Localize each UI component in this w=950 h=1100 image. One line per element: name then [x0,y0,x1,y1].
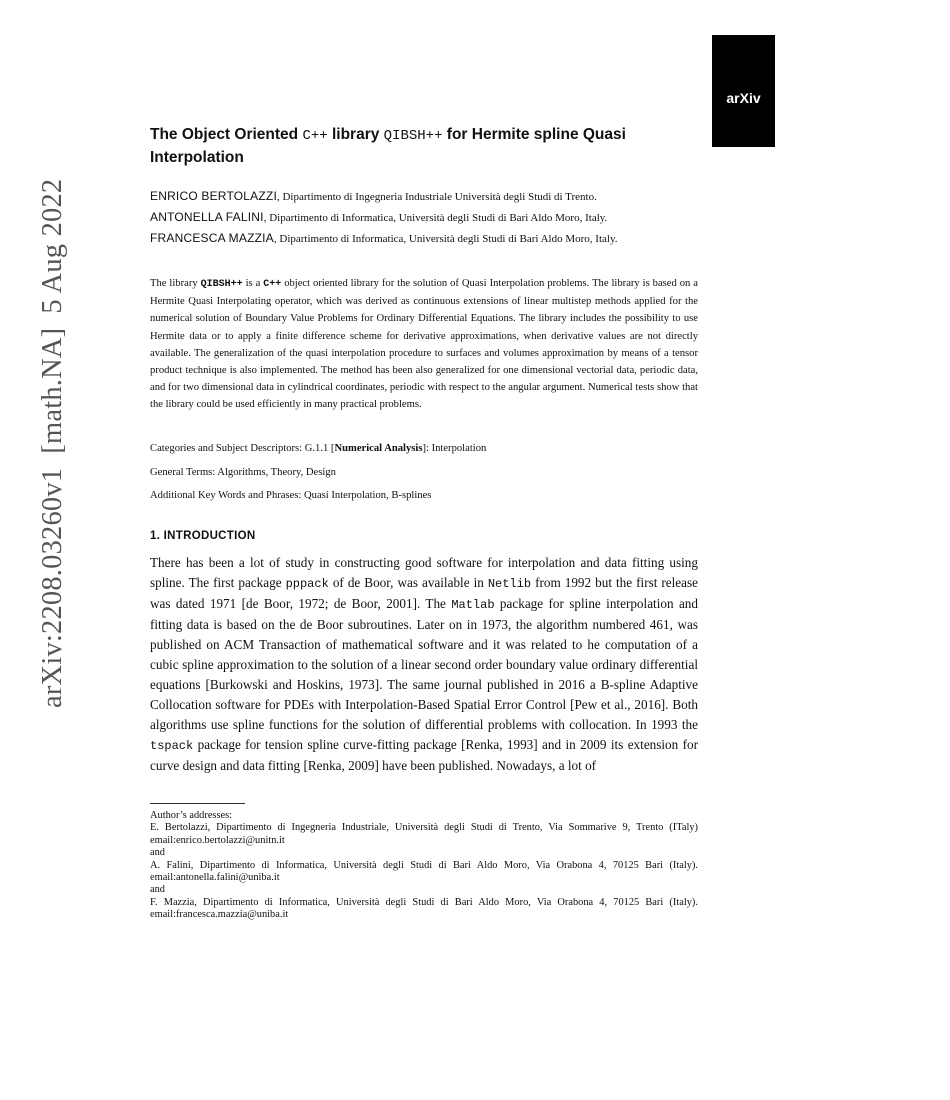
author-list [150,186,710,249]
categories-line [150,443,698,454]
arxiv-date: 5 Aug 2022 [37,178,68,314]
abstract-text: object oriented library for the solution of Quasi Interpolation problems. The library is based on a Hermite Quasi Interpolating operator, which was derived as continuous extensions of linear multistep methods applied for the numerical solution of Boundary Value Problems for Ordinary Differential Equations. The library includes the possibility to use Hermite data or to apply a finite difference scheme for derivative approximations, when derivative values are not directly available. The generalization of the quasi interpolation procedure to surfaces and volumes approximation by means of a tensor product technique is also implemented. The method has been also generalized for one dimensional vectorial data, periodic data, and for two dimensional data in cylindrical coordinates, periodic with respect to the angular argument. Numerical tests show that the library could be used efficiently in many practical problems. [150,278,698,411]
abstract-cpp: C++ [263,279,282,290]
categories-bold: Numerical Analysis [334,443,423,454]
arxiv-badge [712,35,775,147]
general-terms: General Terms: Algorithms, Theory, Design [150,467,336,478]
footnote-address: E. Bertolazzi, Dipartimento di Ingegneria Industriale, Università degli Studi di Trento, Via Sommarive 9, Trento (ITaly) email:enrico.bertolazzi@unitn.it [150,822,698,846]
title-part: for Hermite spline Quasi Interpolation [150,126,626,166]
author-affiliation: , Dipartimento di Ingegneria Industriale Università degli Studi di Trento. [276,191,597,203]
abstract-text: is a [242,278,264,289]
footnote-and: and [150,884,166,896]
title-library-name: QIBSH++ [383,128,443,144]
intro-text: from 1992 but the first release was dated 1971 [de Boor, 1972; de Boor, 2001]. The [150,575,698,611]
arxiv-side-stamp [37,165,69,708]
author-addresses-footnote [150,810,698,922]
intro-text: package for spline interpolation and fitting data is based on the de Boor subroutines. Later on in 1973, the algorithm numbered 461, was published on ACM Transaction of mathematical software and it was related to he computation of a cubic spline approximation to the solution of a linear second order boundary value ordinary differential equations [Burkowski and Hoskins, 1973]. The same journal published in 2016 a B-spline Adaptive Collocation software for PDEs with Interpolation-Based Spatial Error Control [Pew et al., 2016]. Both algorithms use spline functions for the solution of differential problems with collocation. In 1993 the [150,596,698,732]
footnote-heading: Author’s addresses: [150,810,233,821]
author-entry [150,207,710,228]
author-name: ANTONELLA FALINI [150,210,264,224]
abstract-text: The library [150,278,201,289]
intro-text: There has been a lot of study in constructing good software for interpolation and data fitting using spline. The first package [150,555,698,590]
intro-code: Matlab [451,598,495,612]
author-entry [150,186,710,207]
arxiv-id: arXiv:2208.03260v1 [37,467,68,708]
footnote-and: and [150,847,166,859]
author-affiliation: , Dipartimento di Informatica, Università degli Studi di Bari Aldo Moro, Italy. [273,233,618,245]
author-name: FRANCESCA MAZZIA [150,231,274,245]
footnote-address: F. Mazzia, Dipartimento di Informatica, Università degli Studi di Bari Aldo Moro, Via Orabona 4, 70125 Bari (Italy). email:francesca.mazzia@uniba.it [150,896,698,921]
section-heading: 1. INTRODUCTION [150,530,256,542]
footnote-rule [150,803,245,804]
title-part: library [327,126,384,143]
footnote-address: A. Falini, Dipartimento di Informatica, Università degli Studi di Bari Aldo Moro, Via Orabona 4, 70125 Bari (Italy). email:antonella.falini@uniba.it [150,859,698,884]
intro-code: pppack [285,577,329,591]
title-part: The Object Oriented [150,126,303,143]
keywords: Additional Key Words and Phrases: Quasi Interpolation, B-splines [150,490,432,501]
author-name: ENRICO BERTOLAZZI [150,189,277,203]
intro-code: tspack [150,739,194,753]
arxiv-category: [math.NA] [37,327,68,454]
paper-title [150,124,690,168]
author-entry [150,228,710,249]
abstract-library-name: QIBSH++ [200,279,243,290]
intro-text: of de Boor, was available in [328,575,488,590]
intro-text: package for tension spline curve-fitting package [Renka, 1993] and in 2009 its extension for curve design and data fitting [Renka, 2009] have been published. Nowadays, a lot of [150,737,698,773]
abstract [150,275,698,414]
intro-code: Netlib [487,577,532,591]
categories-text: Categories and Subject Descriptors: G.1.1 [ [150,443,335,454]
categories-text: ]: Interpolation [422,443,487,454]
title-cpp: C++ [302,128,328,144]
arxiv-badge-label: arXiv [726,90,761,106]
intro-paragraph [150,553,698,776]
author-affiliation: , Dipartimento di Informatica, Università degli Studi di Bari Aldo Moro, Italy. [263,212,608,224]
